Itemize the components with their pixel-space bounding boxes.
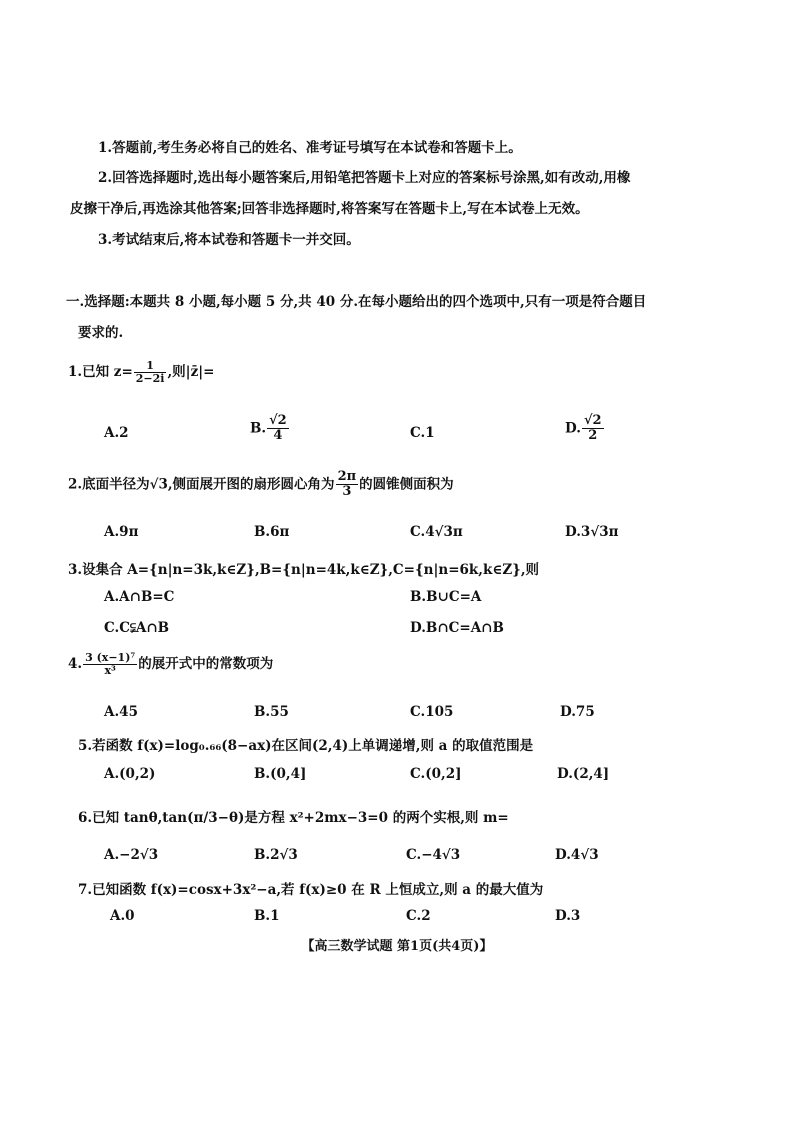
q3-option-c: C.C⫋A∩B [104,620,170,636]
notice-item-2b: 皮擦干净后,再选涂其他答案;回答非选择题时,将答案写在答题卡上,写在本试卷上无效。 [70,201,589,217]
q1-option-b: B. $\frac{√2}{4}$ [250,413,287,444]
q4-option-b: B.55 [254,704,289,720]
question-3: 3.设集合 A={n|n=3k,k∈Z},B={n|n=4k,k∈Z},C={n|n=6k,k∈Z},则 [68,562,540,578]
notice-item-2a: 2.回答选择题时,选出每小题答案后,用铅笔把答题卡上对应的答案标号涂黑,如有改动,用橡 [98,170,631,186]
q2-option-d: D.3√3π [565,524,619,540]
q2-option-a: A.9π [104,524,139,540]
q1-option-a: A.2 [104,425,129,441]
q1-option-c: C.1 [410,425,435,441]
question-6: 6.已知 tanθ,tan(π/3−θ)是方程 x²+2mx−3=0 的两个实根,则 m= [78,810,509,826]
q7-option-a: A.0 [110,908,135,924]
q4-option-d: D.75 [560,704,595,720]
q4-option-a: A.45 [104,704,138,720]
q7-option-c: C.2 [406,908,431,924]
q4-fraction: $\frac{\text{3 (x−1)⁷}}{\text{x³}}$ [85,651,136,678]
question-2: 2.底面半径为√3,侧面展开图的扇形圆心角为 $\frac{2\pi}{3}$ 的圆锥侧面积为 [68,469,454,500]
q7-option-b: B.1 [254,908,280,924]
q4-option-c: C.105 [410,704,454,720]
q5-option-d: D.(2,4] [557,766,610,782]
q3-option-b: B.B∪C=A [410,589,482,605]
q2-option-c: C.4√3π [410,524,463,540]
notice-item-3: 3.考试结束后,将本试卷和答题卡一并交回。 [98,232,360,248]
question-7: 7.已知函数 f(x)=cosx+3x²−a,若 f(x)≥0 在 R 上恒成立,则 a 的最大值为 [78,882,544,898]
page-footer: 【高三数学试题 第1页(共4页)】 [301,939,493,954]
q1-fraction: $\frac{1}{2-2i}$ [135,359,165,386]
q5-option-b: B.(0,4] [254,766,307,782]
question-4: 4. $\frac{\text{3 (x−1)⁷}}{\text{x³}}$ 的展开式中的常数项为 [68,651,274,678]
q7-option-d: D.3 [555,908,581,924]
q2-option-b: B.6π [254,524,290,540]
q6-option-b: B.2√3 [254,847,298,863]
q3-option-d: D.B∩C=A∩B [410,620,504,636]
q5-option-a: A.(0,2) [104,766,156,782]
q5-option-c: C.(0,2] [410,766,462,782]
q6-option-c: C.−4√3 [406,847,461,863]
notice-item-1: 1.答题前,考生务必将自己的姓名、准考证号填写在本试卷和答题卡上。 [98,140,522,156]
section-title: 一.选择题:本题共 8 小题,每小题 5 分,共 40 分.在每小题给出的四个选项中,只有一项是符合题目 [66,294,647,310]
q3-option-a: A.A∩B=C [104,589,175,605]
q2-fraction: $\frac{2\pi}{3}$ [337,469,357,500]
q6-option-d: D.4√3 [555,847,599,863]
question-5: 5.若函数 f(x)=log₀.₆₆(8−ax)在区间(2,4)上单调递增,则 a 的取值范围是 [78,738,534,754]
section-title-cont: 要求的. [78,325,124,341]
q1-option-d: D. $\frac{√2}{2}$ [565,413,602,444]
question-1: 1.已知 z= $\frac{1}{2-2i}$ ,则|z̄|= [68,359,215,386]
q6-option-a: A.−2√3 [104,847,159,863]
